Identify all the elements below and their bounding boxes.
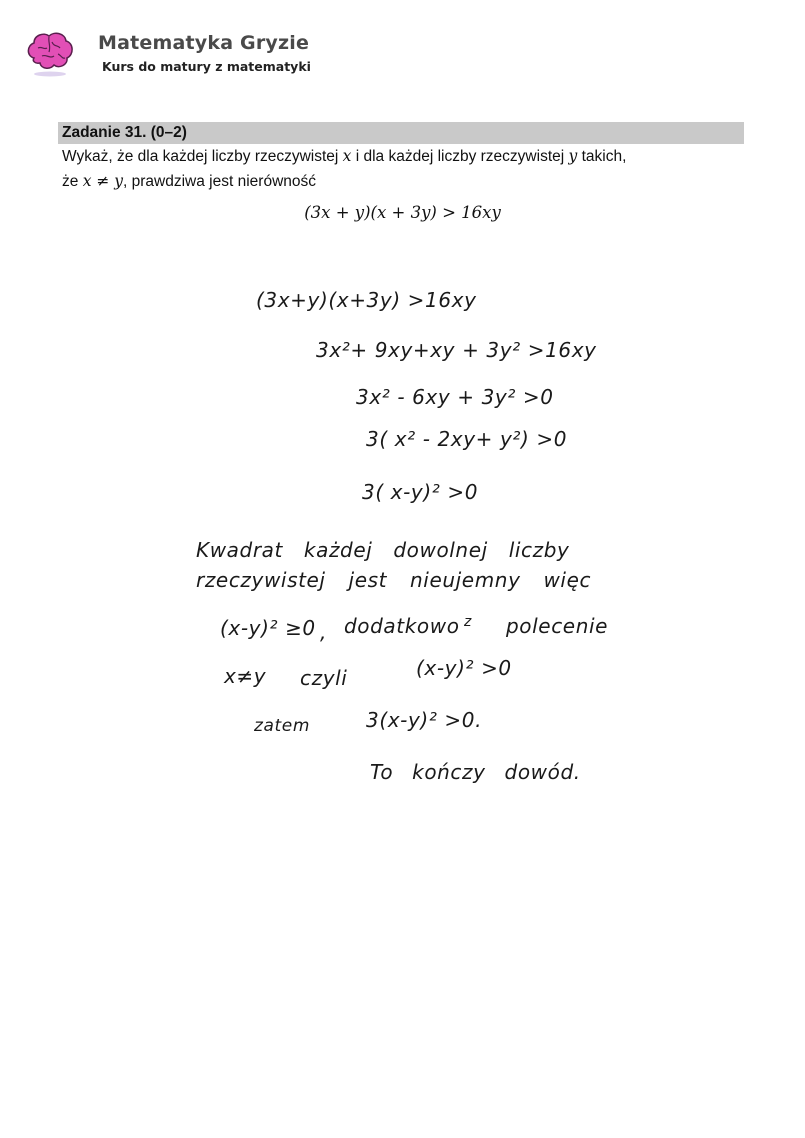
solution-step-3: 3x² - 6xy + 3y² >0 (356, 385, 554, 409)
brand-header (24, 28, 324, 84)
task-statement-line-2 (62, 172, 316, 191)
solution-ineq-1: (x-y)² ≥0 (220, 616, 316, 640)
solution-condition: x≠y (224, 664, 267, 688)
solution-text-czyli: czyli (300, 666, 348, 690)
task-header (58, 122, 744, 144)
solution-ineq-3: 3(x-y)² >0. (366, 708, 483, 732)
math-condition: x ≠ y (82, 172, 124, 190)
math-var-x: x (342, 147, 352, 165)
math-var-y: y (568, 147, 578, 165)
statement-text: że (62, 173, 83, 190)
task-title: Zadanie 31. (0–2) (62, 124, 187, 141)
solution-text-line-2: rzeczywistej jest nieujemny więc (196, 568, 592, 592)
solution-text-dodatkowo: dodatkowo (344, 614, 460, 638)
solution-step-2: 3x²+ 9xy+xy + 3y² >16xy (316, 338, 597, 362)
solution-text-zatem: zatem (254, 716, 311, 736)
solution-text-polecenie: polecenie (506, 614, 609, 638)
solution-conclusion: To kończy dowód. (370, 760, 581, 784)
solution-step-4: 3( x² - 2xy+ y²) >0 (366, 427, 568, 451)
task-statement-line-1 (62, 147, 626, 166)
solution-text-z: z (464, 614, 472, 630)
solution-step-5: 3( x-y)² >0 (362, 480, 479, 504)
brain-icon (24, 28, 76, 78)
brand-subtitle: Kurs do matury z matematyki (102, 59, 311, 74)
statement-text: Wykaż, że dla każdej liczby rzeczywistej (62, 148, 343, 165)
brand-title: Matematyka Gryzie (98, 32, 310, 54)
solution-step-1: (3x+y)(x+3y) >16xy (256, 288, 477, 312)
task-formula: (3x + y)(x + 3y) > 16xy (304, 203, 501, 222)
solution-comma: , (320, 620, 327, 644)
statement-text: takich, (581, 148, 627, 165)
solution-text-line-1: Kwadrat każdej dowolnej liczby (196, 538, 570, 562)
solution-ineq-2: (x-y)² >0 (416, 656, 512, 680)
statement-text: i dla każdej liczby rzeczywistej (355, 148, 569, 165)
statement-text: , prawdziwa jest nierówność (123, 173, 317, 190)
